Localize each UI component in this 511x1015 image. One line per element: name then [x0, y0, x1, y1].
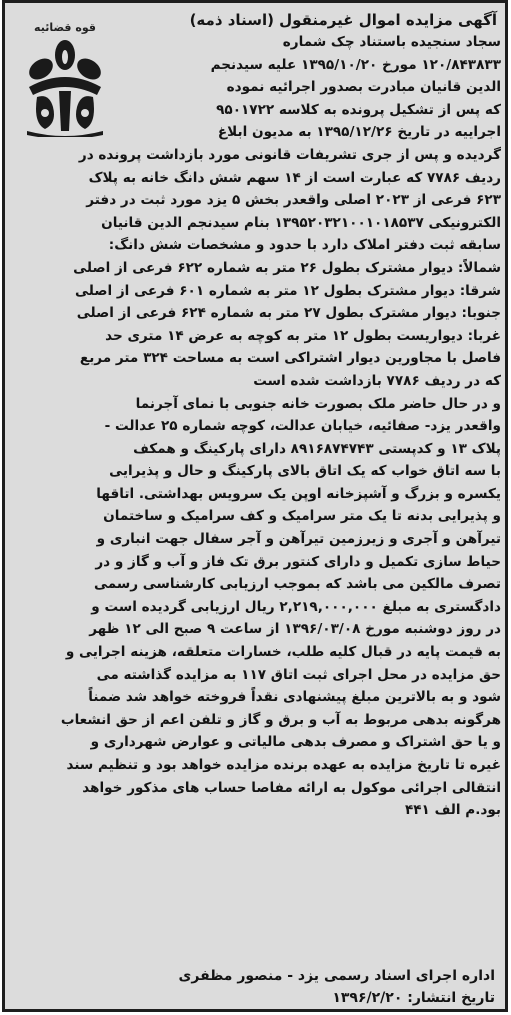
notice-line: ردیف ۷۷۸۶ که عبارت است از ۱۴ سهم شش دانگ خانه به پلاک — [88, 169, 501, 186]
notice-line: فاصل با مجاورین دیوار اشتراکی است به مساحت ۳۲۴ متر مربع — [79, 350, 501, 367]
notice-line: و یا حق اشتراک و مصرف بدهی مالیاتی و عوارض شهرداری و — [90, 734, 501, 751]
notice-line: الدین قانیان مبادرت بصدور اجرائیه نموده — [226, 79, 501, 96]
notice-line: گردیده و پس از جری تشریفات قانونی مورد بازداشت پرونده در — [78, 146, 501, 163]
notice-line: ۶۲۳ فرعی از ۲۰۲۳ اصلی واقعدر بخش ۵ یزد مورد ثبت در دفتر — [86, 192, 501, 209]
notice-line: شمالاً: دیوار مشترک بطول ۲۶ متر به شماره ۶۲۲ فرعی از اصلی — [73, 259, 501, 276]
notice-line: و پذیرایی بدنه تا یک متر سرامیک و کف سرامیک و ساختمان — [103, 508, 501, 525]
notice-line: پلاک ۱۳ و کدپستی ۸۹۱۶۸۷۴۷۴۳ دارای پارکینگ و همکف — [133, 440, 501, 457]
notice-line: غیره تا تاریخ مزایده به عهده برنده مزایده خواهد بود و تنظیم سند — [66, 757, 501, 773]
notice-line: یکسره و بزرگ و آشپزخانه اوپن یک سرویس بهداشتی. اتاقها — [96, 485, 501, 502]
notice-line: به قیمت پایه در قبال کلیه طلب، خسارات متعلقه، هزینه اجرایی و — [65, 644, 501, 661]
notice-line: تیرآهن و آجری و زیرزمین تیرآهن و آجر سفال جهت انباری و — [96, 531, 501, 548]
notice-line: شود و به بالاترین مبلغ پیشنهادی نقداً فروخته خواهد شد ضمناً — [88, 689, 501, 706]
notice-line: و در حال حاضر ملک بصورت خانه جنوبی با نمای آجرنما — [135, 395, 501, 412]
notice-line: حق مزایده در محل اجرای ثبت اتاق ۱۱۷ به مزایده گذاشته می — [96, 666, 501, 683]
notice-line: بود.م الف ۴۴۱ — [404, 802, 501, 819]
notice-line: هرگونه بدهی مربوط به آب و برق و گاز و تلفن اعم از حق انشعاب — [60, 711, 501, 728]
notice-line: تصرف مالکین می باشد که بموجب ارزیابی کارشناسی رسمی — [93, 576, 501, 593]
notice-intro-lines — [15, 31, 501, 121]
newspaper-clipping — [2, 0, 508, 1012]
notice-line: انتقالی اجرائی موکول به ارائه مفاصا حساب های مذکور خواهد — [82, 779, 501, 796]
notice-line: سجاد سنجیده باستناد چک شماره — [282, 34, 501, 50]
notice-line: که در ردیف ۷۷۸۶ بازداشت شده است — [253, 372, 501, 389]
notice-footer — [15, 965, 495, 1009]
logo-caption: قوه قضائیه — [34, 21, 96, 34]
notice-line: ۱۲۰/۸۴۳۸۳۳ مورخ ۱۳۹۵/۱۰/۲۰ علیه سیدنجم — [210, 56, 501, 73]
notice-body-lines — [15, 121, 501, 821]
notice-line: اجراییه در تاریخ ۱۳۹۵/۱۲/۲۶ به مدیون ابلاغ — [217, 124, 501, 141]
notice-line: شرقا: دیوار مشترک بطول ۱۲ متر به شماره ۶۰۱ فرعی از اصلی — [75, 282, 501, 299]
publication-date: تاریخ انتشار: ۱۳۹۶/۲/۲۰ — [332, 990, 495, 1006]
notice-line: دادگستری به مبلغ ۲,۲۱۹,۰۰۰,۰۰۰ ریال ارزیابی گردیده است و — [91, 598, 501, 615]
notice-line: سابقه ثبت دفتر املاک دارد با حدود و مشخصات شش دانگ: — [108, 237, 501, 254]
notice-line: حیاط سازی تکمیل و دارای کنتور برق تک فاز و آب و گاز و در — [95, 553, 501, 570]
notice-line: در روز دوشنبه مورخ ۱۳۹۶/۰۳/۰۸ از ساعت ۹ صبح الی ۱۲ ظهر — [89, 621, 501, 638]
notice-line: با سه اتاق خواب که یک اتاق بالای پارکینگ و حال و پذیرایی — [109, 463, 501, 480]
notice-line: الکترونیکی ۱۳۹۵۲۰۳۲۱۰۰۱۰۱۸۵۳۷ بنام سیدنجم الدین قانیان — [101, 214, 501, 231]
auction-notice — [15, 9, 501, 822]
notice-line: واقعدر یزد- صفائیه، خیابان عدالت، کوچه شماره ۲۵ عدالت - — [104, 418, 501, 435]
notice-line: جنوبا: دیوار مشترک بطول ۲۷ متر به شماره ۶۲۴ فرعی از اصلی — [76, 305, 501, 322]
notice-line: غربا: دیواریست بطول ۱۲ متر به کوچه به عرض ۱۴ متری حد — [105, 327, 501, 344]
notice-line: که پس از تشکیل پرونده به کلاسه ۹۵۰۱۷۲۲ — [216, 101, 501, 118]
executing-office: اداره اجرای اسناد رسمی یزد - منصور مظفری — [178, 968, 495, 984]
notice-title: آگهی مزایده اموال غیرمنقول (اسناد ذمه) — [189, 11, 497, 29]
